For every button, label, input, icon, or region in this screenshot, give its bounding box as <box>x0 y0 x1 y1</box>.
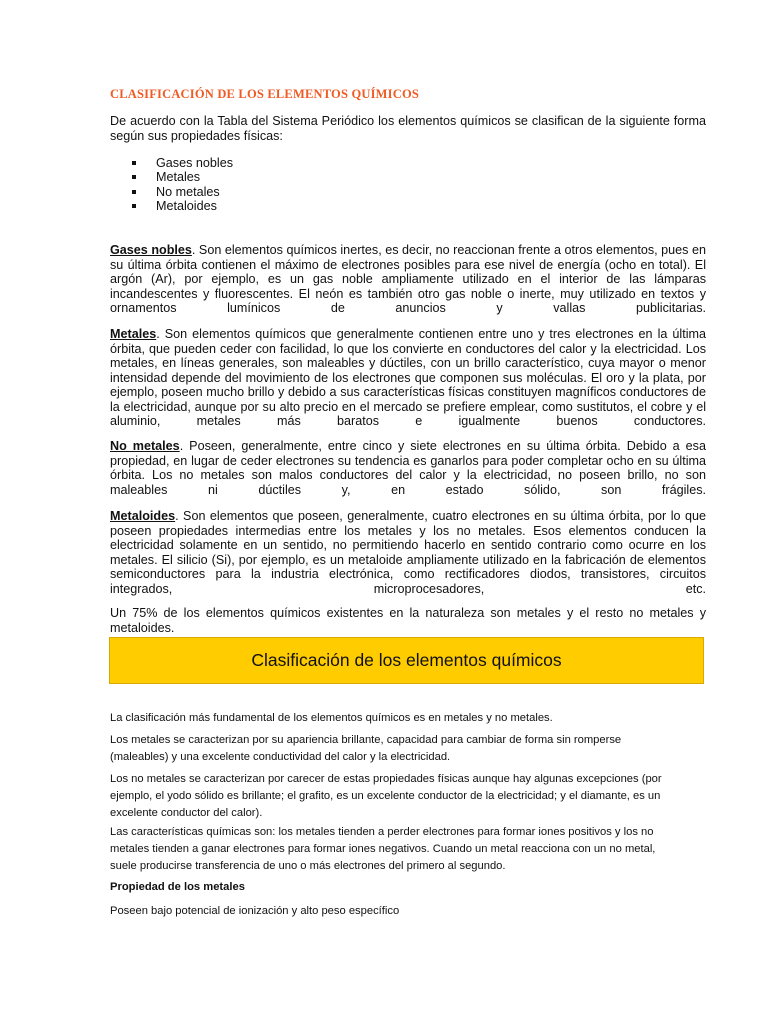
classification-list <box>131 156 233 213</box>
summary-paragraph: Un 75% de los elementos químicos existentes en la naturaleza son metales y el resto no metales y metaloides. <box>110 606 706 635</box>
no-metales-heading: No metales <box>110 439 180 453</box>
banner-title: Clasificación de los elementos químicos <box>251 650 562 670</box>
body-paragraph: La clasificación más fundamental de los elementos químicos es en metales y no metales. <box>110 712 553 724</box>
metaloides-heading: Metaloides <box>110 509 176 523</box>
list-item: Metales <box>131 170 233 184</box>
body-paragraph: Poseen bajo potencial de ionización y alto peso específico <box>110 905 400 917</box>
gases-nobles-paragraph: Gases nobles. Son elementos químicos inertes, es decir, no reaccionan frente a otros elementos, pues en su última órbita contienen el máximo de electrones posibles para ese nivel de energía (ocho en total). El argón (Ar), por ejemplo, es un gas noble ampliamente utilizado en el interior de las lámparas incandescentes y fluorescentes. El neón es también otro gas noble o inerte, muy utilizado en textos y ornamentos lumínicos de anuncios y vallas publicitarias. <box>110 243 706 315</box>
section-banner <box>109 637 704 684</box>
gases-nobles-heading: Gases nobles <box>110 243 192 257</box>
metales-paragraph: Metales. Son elementos químicos que generalmente contienen entre uno y tres electrones en la última órbita, que pueden ceder con facilidad, lo que los convierte en conductores del calor y la electricidad. Los metales, en líneas generales, son maleables y dúctiles, con un brillo característico, cuya mayor o menor intensidad depende del movimiento de los electrones que componen sus moléculas. El oro y la plata, por ejemplo, poseen mucho brillo y debido a sus características físicas constituyen magníficos conductores de la electricidad, aunque por su alto precio en el mercado se prefiere emplear, como sustitutos, el cobre y el aluminio, metales más baratos e igualmente buenos conductores. <box>110 327 706 428</box>
metaloides-paragraph: Metaloides. Son elementos que poseen, generalmente, cuatro electrones en su última órbita, por lo que poseen propiedades intermedias entre los metales y los no metales. Esos elementos conducen la electricidad solamente en un sentido, no permitiendo hacerlo en sentido contrario como ocurre en los metales. El silicio (Si), por ejemplo, es un metaloide ampliamente utilizado en la fabricación de elementos semiconductores para la industria electrónica, como rectificadores diodos, transistores, circuitos integrados, microprocesadores, etc. <box>110 509 706 596</box>
list-item: No metales <box>131 185 233 199</box>
square-bullet-icon <box>132 175 136 179</box>
no-metales-paragraph: No metales. Poseen, generalmente, entre cinco y siete electrones en su última órbita. Debido a esa propiedad, en lugar de ceder electrones su tendencia es ganarlos para poder completar ocho en su última órbita. Los no metales son malos conductores del calor y la electricidad, no poseen brillo, no son maleables ni dúctiles y, en estado sólido, son frágiles. <box>110 439 706 497</box>
document-title: CLASIFICACIÓN DE LOS ELEMENTOS QUÍMICOS <box>110 87 420 101</box>
square-bullet-icon <box>132 161 136 165</box>
square-bullet-icon <box>132 190 136 194</box>
square-bullet-icon <box>132 204 136 208</box>
body-paragraph: Los no metales se caracterizan por carecer de estas propiedades físicas aunque hay algunas excepciones (por ejemplo, el yodo sólido es brillante; el grafito, es un excelente conductor de la electricidad; y el diamante, es un excelente conductor del calor). <box>110 773 662 819</box>
list-item: Gases nobles <box>131 156 233 170</box>
metales-heading: Metales <box>110 327 157 341</box>
list-item: Metaloides <box>131 199 233 213</box>
body-paragraph: Las características químicas son: los metales tienden a perder electrones para formar iones positivos y los no metales tienden a ganar electrones para formar iones negativos. Cuando un metal reacciona con un no metal, suele producirse transferencia de uno o más electrones del primero al segundo. <box>110 826 656 872</box>
subheading: Propiedad de los metales <box>110 881 245 893</box>
intro-paragraph: De acuerdo con la Tabla del Sistema Periódico los elementos químicos se clasifican de la siguiente forma según sus propiedades físicas: <box>110 114 706 143</box>
body-paragraph: Los metales se caracterizan por su apariencia brillante, capacidad para cambiar de forma sin romperse (maleables) y una excelente conductividad del calor y la electricidad. <box>110 734 622 763</box>
